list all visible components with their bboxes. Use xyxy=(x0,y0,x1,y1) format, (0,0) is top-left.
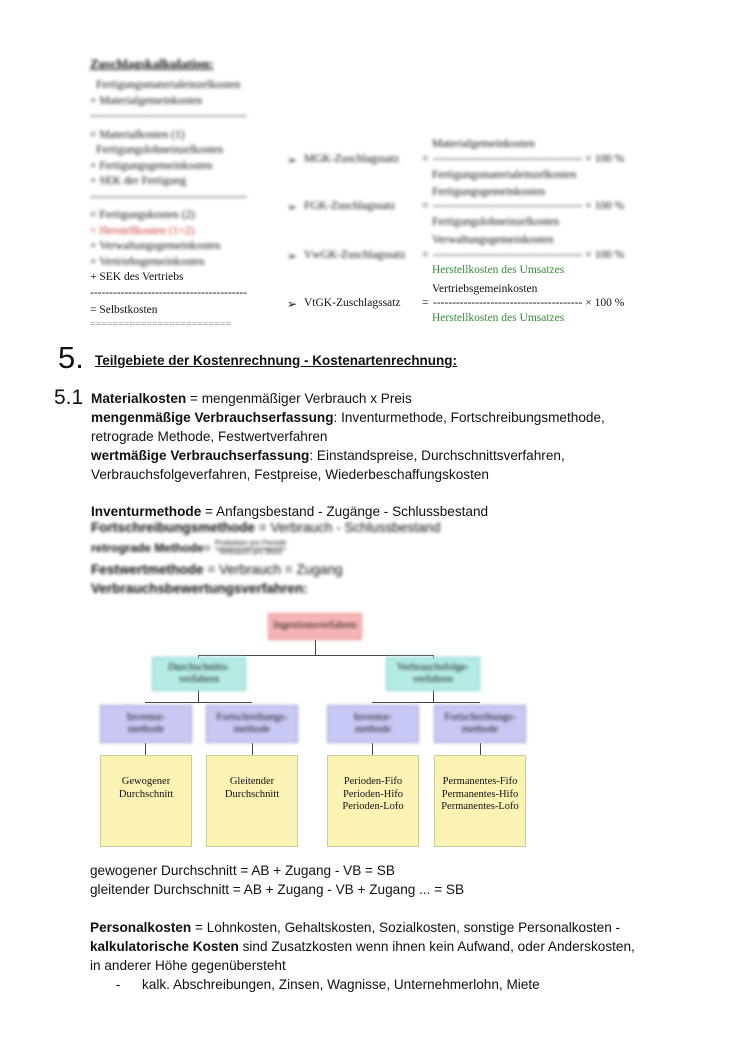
diagram-method-box: Inventur- methode xyxy=(100,705,192,743)
text-line: Personalkosten = Lohnkosten, Gehaltskosten, Sozialkosten, sonstige Personalkosten - xyxy=(90,920,621,935)
rate-numerator: Materialgemeinkosten xyxy=(432,138,535,150)
rate-equals: = xyxy=(422,249,429,261)
bullet-item xyxy=(90,975,740,994)
text-line: Festwertmethode = Verbrauch = Zugang xyxy=(91,562,343,577)
diagram-result-box: Permanentes-Fifo Permanentes-Hifo Permanentes-Lofo xyxy=(434,755,526,847)
rate-denominator: Fertigungslohneinzelkosten xyxy=(432,216,560,228)
diagram-average-box: Durchschnitts- verfahren xyxy=(152,657,246,691)
text-line: Materialkosten = mengenmäßiger Verbrauch x Preis xyxy=(91,391,412,406)
rate-numerator: Verwaltungsgemeinkosten xyxy=(432,234,554,246)
calc-line: + SEK der Fertigung xyxy=(90,175,187,187)
diagram-method-box: Fortschreibungs- methode xyxy=(434,705,526,743)
arrow-icon: ➢ xyxy=(287,200,298,214)
formula-line: gleitender Durchschnitt = AB + Zugang - VB + Zugang ... = SB xyxy=(90,882,465,897)
material-costs-block xyxy=(91,389,731,598)
rate-denominator: Herstellkosten des Umsatzes xyxy=(432,312,565,324)
calc-line: + Vertriebsgemeinkosten xyxy=(90,255,205,268)
calc-line: Fertigungslohneinzelkosten xyxy=(96,144,224,156)
text-line: retrograde Methode, Festwertverfahren xyxy=(91,429,328,444)
text-line: Verbrauchsbewertungsverfahren: xyxy=(91,581,308,596)
rate-name: FGK-Zuschlagssatz xyxy=(304,200,396,212)
diagram-method-box: Inventur- methode xyxy=(327,705,419,743)
calc-line-highlight: = Herstellkosten (1+2) xyxy=(90,224,195,237)
bullet-text: kalk. Abschreibungen, Zinsen, Wagnisse, Unternehmerlohn, Miete xyxy=(142,977,540,992)
calc-line: + Fertigungsgemeinkosten xyxy=(90,159,213,172)
rate-equals: = xyxy=(422,297,429,309)
calc-title: Zuschlagskalkulation: xyxy=(90,56,214,71)
arrow-icon: ➢ xyxy=(287,153,298,167)
calc-line: + Verwaltungsgemeinkosten xyxy=(90,240,221,252)
average-formulas xyxy=(90,861,730,899)
text-line: Verbrauchsfolgeverfahren, Festpreise, Wiederbeschaffungskosten xyxy=(91,467,489,482)
diagram-result-box: Gleitender Durchschnitt xyxy=(206,755,298,847)
calc-line: ----------------------------------------- xyxy=(90,110,248,122)
text-line: retrograde Methode = Produktion pro Periode Verbrauch pro Stück xyxy=(91,540,287,556)
rate-dashes: --------------------------------------- × 100 % xyxy=(433,200,625,212)
fraction: Produktion pro Periode Verbrauch pro Stück xyxy=(214,540,287,556)
rate-numerator: Fertigungsgemeinkosten xyxy=(432,186,546,198)
personnel-costs-block xyxy=(90,918,740,994)
rate-name: VwGK-Zuschlagssatz xyxy=(304,249,406,261)
calc-line: = Selbstkosten xyxy=(90,304,158,316)
diagram-method-box: Fortschreibungs- methode xyxy=(206,705,298,743)
text-line: kalkulatorische Kosten sind Zusatzkosten wenn ihnen kein Aufwand, oder Anderskosten, xyxy=(90,939,635,954)
rate-dashes: --------------------------------------- × 100 % xyxy=(433,249,625,261)
arrow-icon: ➢ xyxy=(287,249,298,263)
text-line: wertmäßige Verbrauchserfassung: Einstandspreise, Durchschnittsverfahren, xyxy=(91,448,565,463)
formula-line: gewogener Durchschnitt = AB + Zugang - VB = SB xyxy=(90,863,395,878)
section-title: Teilgebiete der Kostenrechnung - Kostenartenrechnung: xyxy=(95,353,458,368)
calc-line: ----------------------------------------- xyxy=(90,286,248,299)
calc-line: = Fertigungskosten (2) xyxy=(90,209,195,221)
calc-line: Fertigungsmaterialeinzelkosten xyxy=(96,79,241,91)
diagram-sequence-box: Verbrauchsfolge- verfahren xyxy=(386,657,480,691)
rate-numerator: Vertriebsgemeinkosten xyxy=(432,283,538,295)
section-number: 5. xyxy=(58,340,84,375)
diagram-result-box: Gewogener Durchschnitt xyxy=(100,755,192,847)
text-line: in anderer Höhe gegenübersteht xyxy=(90,958,286,973)
rate-name: MGK-Zuschlagssatz xyxy=(304,153,400,165)
rate-name: VtGK-Zuschlagssatz xyxy=(304,297,401,309)
rate-denominator: Herstellkosten des Umsatzes xyxy=(432,264,565,276)
subsection-number: 5.1 xyxy=(54,386,84,409)
calc-line: + Materialgemeinkosten xyxy=(90,94,203,107)
calc-line: ========================= xyxy=(90,318,231,330)
arrow-icon: ➢ xyxy=(287,297,298,311)
rate-denominator: Fertigungsmaterialeinzelkosten xyxy=(432,169,577,181)
text-line: Fortschreibungsmethode = Verbrauch - Schlussbestand xyxy=(91,520,441,535)
text-line: Inventurmethode = Anfangsbestand - Zugänge - Schlussbestand xyxy=(91,504,489,519)
diagram-result-box: Perioden-Fifo Perioden-Hifo Perioden-Lofo xyxy=(327,755,419,847)
calc-line: ----------------------------------------- xyxy=(90,190,248,203)
text-line: mengenmäßige Verbrauchserfassung: Inventurmethode, Fortschreibungsmethode, xyxy=(91,410,605,425)
calc-left-column xyxy=(90,78,247,331)
diagram-root-box: Ingestionsverfahren xyxy=(268,613,362,640)
rate-dashes: --------------------------------------- × 100 % xyxy=(433,297,625,309)
rate-equals: = xyxy=(422,200,429,212)
bullet-dash: - xyxy=(115,977,121,992)
calc-line: = Materialkosten (1) xyxy=(90,128,185,141)
calc-line: + SEK des Vertriebs xyxy=(90,271,184,283)
rate-dashes: --------------------------------------- × 100 % xyxy=(433,153,625,165)
rate-equals: = xyxy=(422,153,429,165)
